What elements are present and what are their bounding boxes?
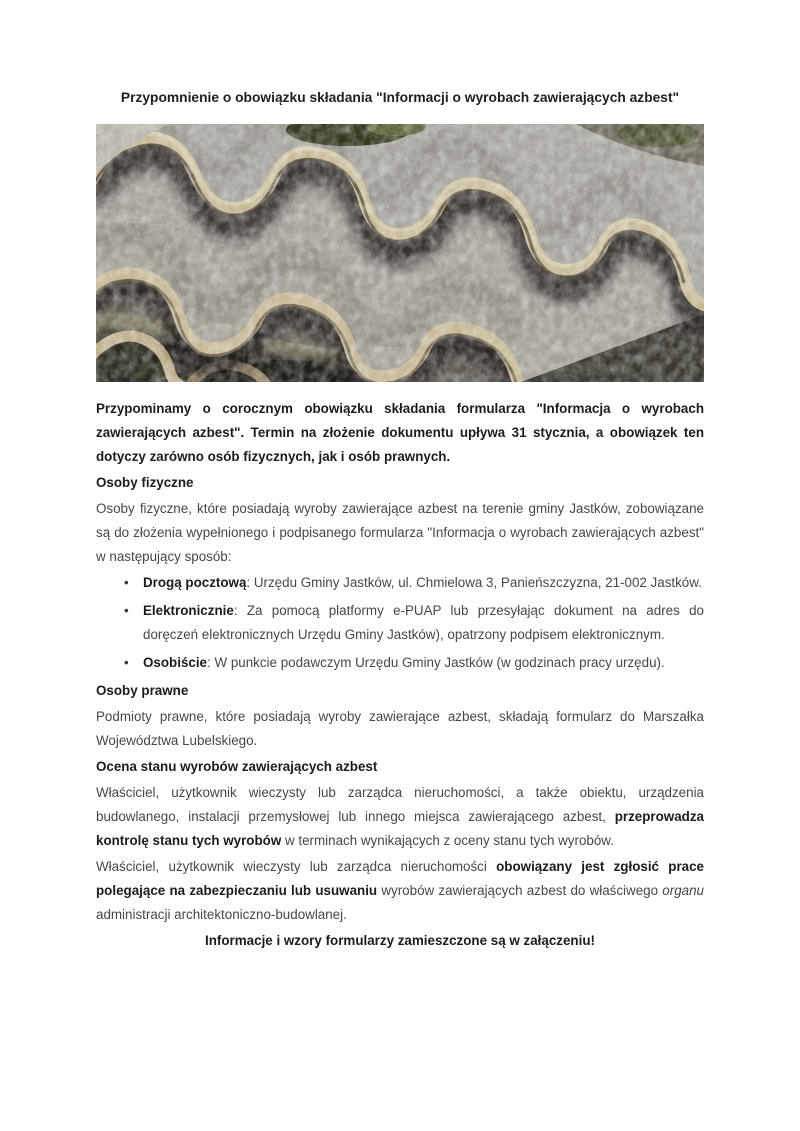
paragraph-text: administracji architektoniczno-budowlanej. <box>96 907 347 922</box>
ocena-paragraph-1 <box>96 781 704 853</box>
paragraph-text: wyrobów zawierających azbest do właściwego <box>377 883 663 898</box>
paragraph-bold-text: obowiązany jest zgłosić prace polegające na zabezpieczaniu lub usuwaniu <box>96 859 704 898</box>
paragraph-text: Właściciel, użytkownik wieczysty lub zarządca nieruchomości, a także obiektu, urządzenia budowlanego, instalacji przemysłowej lub innego miejsca zawierającego azbest, <box>96 785 704 824</box>
bullet-icon: • <box>124 655 129 670</box>
list-item-text: : Urzędu Gminy Jastków, ul. Chmielowa 3, Panieńszczyzna, 21-002 Jastków. <box>246 575 702 590</box>
list-item-text: : W punkcie podawczym Urzędu Gminy Jastków (w godzinach pracy urzędu). <box>207 655 665 670</box>
bullet-icon: • <box>124 575 129 590</box>
list-item-label: Elektronicznie <box>143 603 234 618</box>
texture-fine-grain <box>96 124 704 382</box>
heading-ocena-stanu: Ocena stanu wyrobów zawierających azbest <box>96 759 378 774</box>
list-item-in-person <box>124 651 704 675</box>
list-item-electronic <box>124 599 704 647</box>
list-item-label: Drogą pocztową <box>143 575 247 590</box>
document-title: Przypomnienie o obowiązku składania "Informacji o wyrobach zawierających azbest" <box>120 90 680 105</box>
heading-osoby-prawne: Osoby prawne <box>96 683 189 698</box>
attachment-note: Informacje i wzory formularzy zamieszczone są w załączeniu! <box>205 933 595 948</box>
asbestos-roof-photo <box>96 124 704 382</box>
list-item-label: Osobiście <box>143 655 208 670</box>
bullet-icon: • <box>124 603 129 618</box>
intro-paragraph: Przypominamy o corocznym obowiązku składania formularza "Informacja o wyrobach zawierających azbest". Termin na złożenie dokumentu upływa 31 stycznia, a obowiązek ten dotyczy zarówno osób fizycznych, jak i osób prawnych. <box>96 401 704 464</box>
list-item-text: : Za pomocą platformy e-PUAP lub przesyłając dokument na adres do doręczeń elektronicznych Urzędu Gminy Jastków), opatrzony podpisem elektronicznym. <box>143 603 704 642</box>
paragraph-italic-text: organu <box>662 883 704 898</box>
paragraph-text: Właściciel, użytkownik wieczysty lub zarządca nieruchomości <box>96 859 497 874</box>
heading-osoby-fizyczne: Osoby fizyczne <box>96 475 194 490</box>
paragraph-text: w terminach wynikających z oceny stanu tych wyrobów. <box>281 833 614 848</box>
osoby-fizyczne-paragraph: Osoby fizyczne, które posiadają wyroby zawierające azbest na terenie gminy Jastków, zobowiązane są do złożenia wypełnionego i podpisanego formularza "Informacja o wyrobach zawierających azbest" w następujący sposób: <box>96 501 704 564</box>
list-item-postal <box>124 571 704 595</box>
ocena-paragraph-2 <box>96 855 704 927</box>
submission-methods-list <box>96 571 704 675</box>
osoby-prawne-paragraph: Podmioty prawne, które posiadają wyroby zawierające azbest, składają formularz do Marszałka Województwa Lubelskiego. <box>96 709 704 748</box>
paragraph-bold-text: przeprowadza kontrolę stanu tych wyrobów <box>96 809 704 848</box>
asbestos-roof-illustration <box>96 124 704 382</box>
